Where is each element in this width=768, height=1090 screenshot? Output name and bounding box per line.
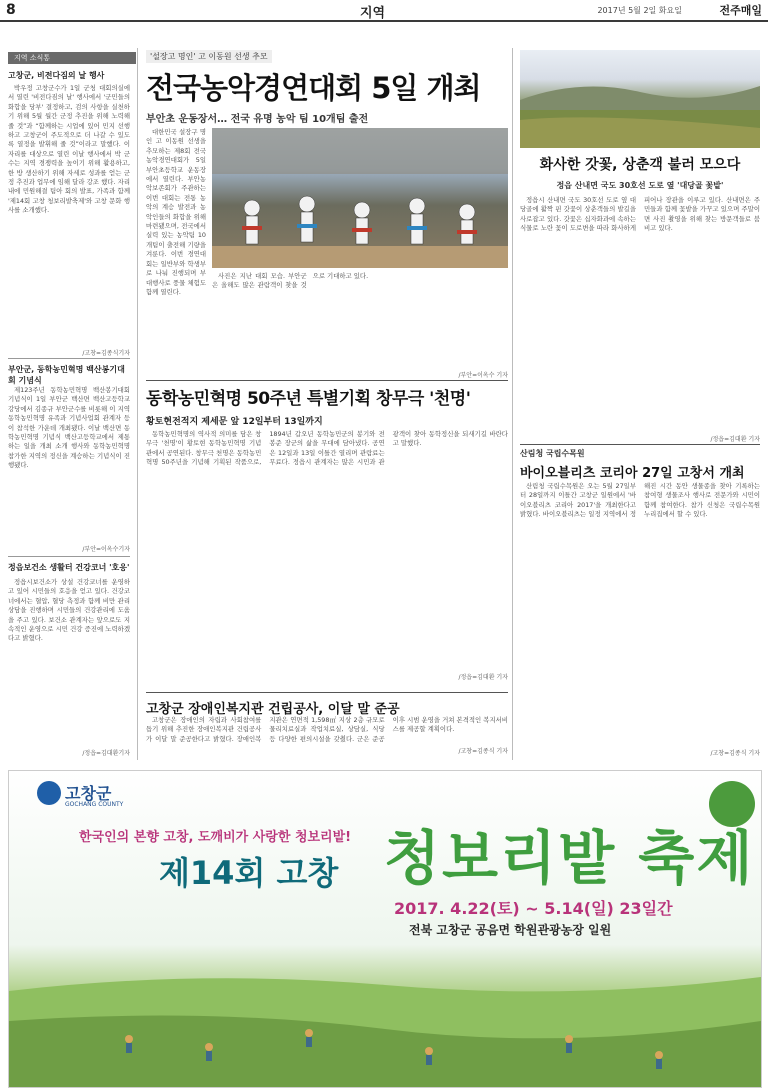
right-bottom-body — [520, 482, 760, 744]
page-header — [0, 0, 768, 22]
right-body — [520, 196, 760, 418]
mid-headline: 동학농민혁명 50주년 특별기획 창무극 '천명' — [146, 389, 471, 409]
mustard-flower-photo — [520, 50, 760, 148]
farmers-music-figures — [212, 128, 508, 268]
main-caption: 사진은 지난 대회 모습. 부안군은 올해도 많은 관람객이 찾을 것으로 기대하고 있다. — [212, 272, 369, 290]
page-number: 8 — [6, 2, 16, 18]
mid-credit: /정읍=김대환 기자 — [458, 674, 508, 681]
field-landscape — [520, 50, 760, 148]
main-body-text: 대한민국 설장구 명인 고 이동원 선생을 추모하는 제8회 전국농악경연대회가 5일 부안초등학교 운동장에서 열린다. 부안농악보존회가 주관하는 이번 대회는 전통 농악의 계승 발전과 농악인들의 화합을 위해 마련됐으며, 전국에서 실력 있는 농악팀 10개팀이 출전해 기량을 겨룬다. 이번 경연대회는 일반부와 학생부로 나눠 진행되며 부대행사로 풍물 체험도 함께 열린다. — [146, 128, 206, 296]
column-divider — [512, 48, 513, 760]
story-body-2 — [8, 386, 130, 542]
divider — [8, 358, 130, 359]
story-credit-1: /고창=김종식기자 — [82, 350, 130, 357]
ad-venue: 전북 고창군 공음면 학원관광농장 일원 — [409, 923, 612, 937]
farmers-music-photo — [212, 128, 508, 268]
divider — [8, 556, 130, 557]
right-bottom-kicker: 산림청 국립수목원 — [520, 449, 585, 458]
ad-organization-en: GOCHANG COUNTY — [65, 801, 124, 808]
divider — [146, 380, 508, 381]
right-bottom-headline: 바이오블리츠 코리아 27일 고창서 개최 — [520, 466, 745, 481]
story-title-3: 정읍보건소 생활터 건강코너 '호응' — [8, 563, 130, 572]
main-body-continued — [212, 272, 508, 368]
story-body-1-text: 박우정 고창군수가 1일 군청 대회의실에서 열린 '비전다짐의 날' 행사에서 '군민들의 화합을 당부' 결정하고, 검의 사항을 실천하기 위해 5월 월간 군정 추진을 위해 노력해 줄 것”과 “함께하는 시업에 있어 민지 선행하고 고창군이 주도적으로 더 나갈 수 있도록 열정을 발휘해 줄 것”이라고 말했다. 이 자리를 대상으로 열린 이날 행사에서 박 군수는 지역 경쟁력을 높이기 위해 활용하고, 한 방 생산하기 위해 자세로 성과를 얻는 군정 추진과 업무에 임해 달라 강조 했다. 자리 내에 민원해결 팀아 회의 발표, 가족과 함께 '제14회 고창 청보리밭축제'와 고창 문화 행사를 소개했다. — [8, 84, 130, 215]
story-body-3 — [8, 578, 130, 738]
story-credit-3: /정읍=김대환기자 — [82, 750, 130, 757]
barley-field-illustration — [9, 771, 761, 1087]
story-body-1 — [8, 84, 130, 312]
story-body-3-text: 정읍시보건소가 상설 건강코너를 운영하고 있어 시민들의 호응을 얻고 있다. 건강코너에서는 혈압, 혈당 측정과 함께 비만 관리 상담을 진행하며 시민들의 건강관리에 도움을 주고 있다. 보건소 관계자는 앞으로도 지속적인 운영으로 시민 건강 증진에 노력하겠다고 밝혔다. — [8, 578, 130, 643]
column-divider — [137, 48, 138, 760]
ad-edition: 제14회 고창 — [159, 854, 339, 892]
mid-body-text: 동학농민혁명의 역사적 의미를 담은 창무극 '천명'이 황토현 동학농민혁명 기념관에서 공연된다. 창무극 천명은 동학농민혁명 50주년을 기념해 기획된 작품으로, 1894년 갑오년 동학농민군의 봉기와 전봉준 장군의 삶을 무대에 담아냈다. 공연은 12일과 13일 이틀간 열리며 관람료는 무료다. 정읍시 관계자는 많은 시민과 관광객이 찾아 동학정신을 되새기길 바란다고 말했다. — [146, 430, 508, 467]
bottom-headline: 고창군 장애인복지관 건립공사, 이달 말 준공 — [146, 702, 400, 717]
kicker: '설장고 명인' 고 이동원 선생 추모 — [146, 50, 272, 63]
right-credit: /정읍=김대환 기자 — [710, 436, 760, 443]
right-headline: 화사한 갓꽃, 상춘객 불러 모으다 — [539, 157, 741, 173]
main-body — [146, 128, 206, 358]
newspaper-name: 전주매일 — [719, 4, 762, 17]
ad-period: 2017. 4.22(토) ~ 5.14(일) 23일간 — [394, 899, 673, 918]
section-title: 지역 — [360, 6, 386, 21]
story-title-1: 고창군, 비전다짐의 날 행사 — [8, 71, 105, 80]
ad-organization: 고창군 — [65, 784, 112, 803]
bottom-body-text: 고창군은 장애인의 자립과 사회참여를 돕기 위해 추진한 장애인복지관 건립공사가 이달 말 준공한다고 밝혔다. 장애인복지관은 연면적 1,598㎡ 지상 2층 규모로 물리치료실과 작업치료실, 상담실, 식당 등 다양한 편의시설을 갖췄다. 군은 준공 이후 시범 운영을 거쳐 본격적인 복지서비스를 제공할 계획이다. — [146, 716, 508, 743]
mid-subhead: 황토현전적지 제세문 앞 12일부터 13일까지 — [146, 417, 323, 427]
main-headline: 전국농악경연대회 5일 개최 — [146, 71, 481, 105]
ad-festival-name: 청보리밭 축제 — [384, 824, 755, 892]
main-credit: /부안=이옥수 기자 — [458, 372, 508, 379]
ad-slogan: 한국인의 본향 고창, 도깨비가 사랑한 청보리밭! — [79, 830, 352, 845]
bottom-credit: /고창=김종식 기자 — [458, 748, 508, 755]
main-subhead: 부안초 운동장서… 전국 유명 농악 팀 10개팀 출전 — [146, 114, 369, 125]
festival-advertisement — [8, 770, 762, 1088]
divider — [520, 444, 760, 445]
right-bottom-credit: /고창=김종식 기자 — [710, 750, 760, 757]
right-bottom-body-text: 산림청 국립수목원은 오는 5월 27일부터 28일까지 이틀간 고창군 일원에서 '바이오블리츠 코리아 2017'을 개최한다고 밝혔다. 바이오블리츠는 일정 지역에서 정해진 시간 동안 생물종을 찾아 기록하는 참여형 생물조사 행사로 전문가와 시민이 함께 참여한다. 참가 신청은 국립수목원 누리집에서 할 수 있다. — [520, 482, 760, 519]
story-credit-2: /부안=이옥수기자 — [82, 546, 130, 553]
story-body-2-text: 제123주년 동학농민혁명 백산봉기대회 기념식이 1일 부안군 백산면 백산고등학교 강당에서 김종규 부안군수를 비롯해 이 지역 동학농민혁명 유족과 기념사업회 관계자 등이 참석한 가운데 개최됐다. 이날 백산면 동학농민혁명 기념식 백산고등학교에서 제통하는 일을 개최 소개 행사와 동학농민혁명 참가한 지역의 정신을 계승하는 기념식이 진행됐다. — [8, 386, 130, 470]
divider — [146, 692, 508, 693]
column-tag: 지역 소식통 — [8, 52, 136, 64]
right-body-text: 정읍시 산내면 국도 30호선 도로 옆 대당골에 활짝 핀 갓꽃이 상춘객들의 발길을 사로잡고 있다. 갓꽃은 십자화과에 속하는 식물로 노란 꽃이 도로변을 따라 화사하게 피어나 장관을 이루고 있다. 산내면은 주민들과 함께 꽃밭을 가꾸고 있으며 주말이면 사진 촬영을 위해 찾는 방문객들로 붐비고 있다. — [520, 196, 760, 233]
right-subhead: 정읍 산내면 국도 30호선 도로 옆 '대당골 꽃밭' — [556, 181, 724, 190]
issue-date: 2017년 5월 2일 화요일 — [597, 6, 682, 15]
story-title-2: 부안군, 동학농민혁명 백산봉기대회 기념식 — [8, 365, 125, 385]
mid-body — [146, 430, 508, 650]
